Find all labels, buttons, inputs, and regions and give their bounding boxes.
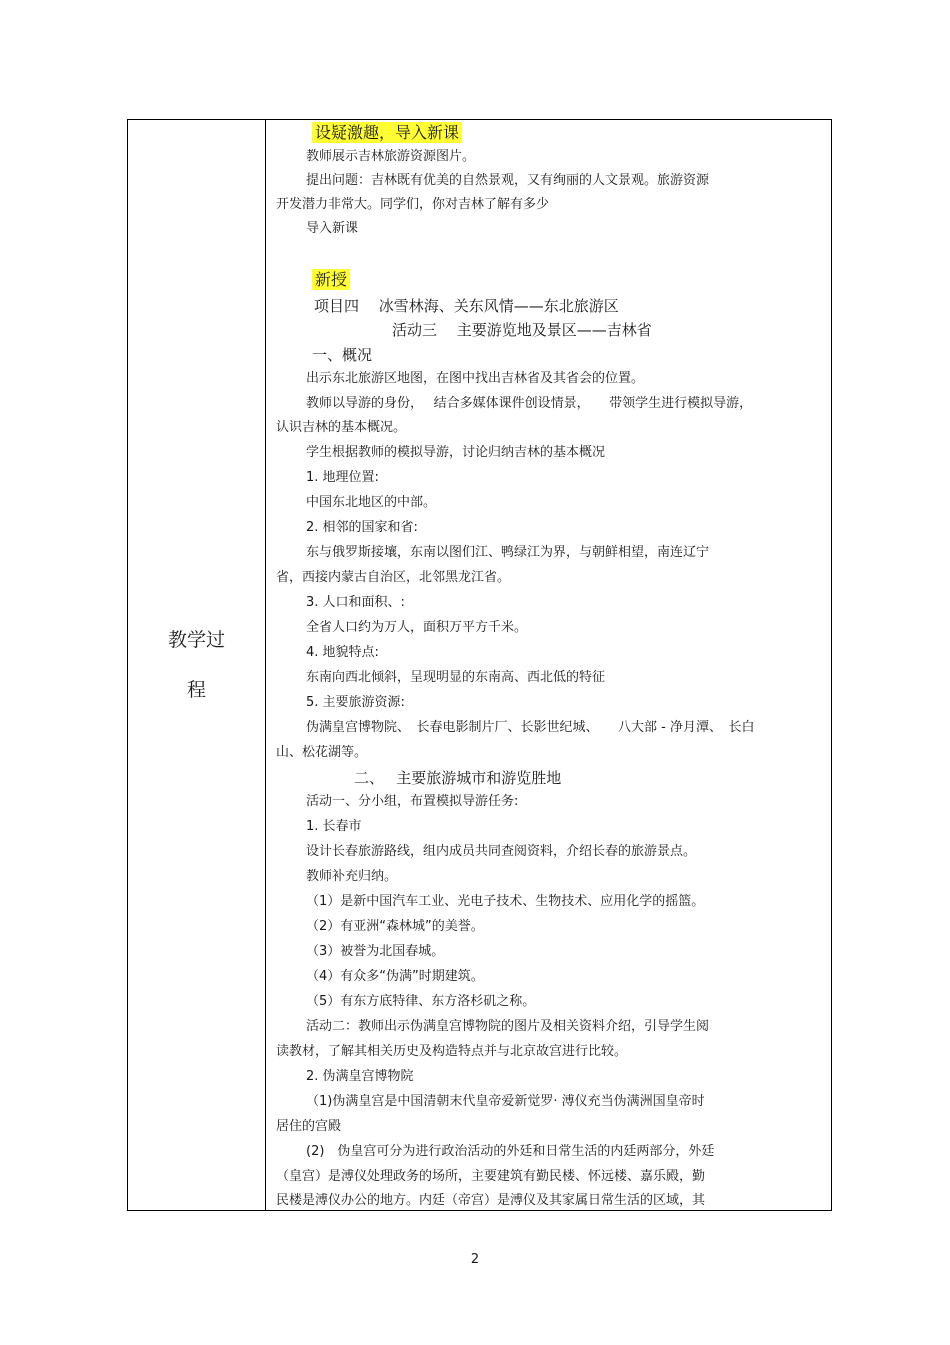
text-line: 教师以导游的身份， 结合多媒体课件创设情景， 带领学生进行模拟导游， [306,396,753,411]
text-line: 开发潜力非常大。同学们，你对吉林了解有多少 [276,197,550,212]
text-line: 1. 地理位置: [306,470,379,485]
text-line: 教师展示吉林旅游资源图片。 [306,149,476,164]
page-number: 2 [470,1252,480,1267]
text-line: 2. 伪满皇宫博物院 [306,1069,414,1084]
text-line: 3. 人口和面积、: [306,595,405,610]
project-title: 项目四 冰雪林海、关东风情——东北旅游区 [314,297,619,315]
lesson-content [266,120,831,1210]
text-line: 提出问题：吉林既有优美的自然景观，又有绚丽的人文景观。旅游资源 [306,173,710,188]
text-line: （5）有东方底特律、东方洛杉矶之称。 [306,994,536,1009]
section-heading-intro: 设疑激趣，导入新课 [312,122,462,143]
row-label-line-2: 程 [186,679,206,701]
text-line: 教师补充归纳。 [306,869,398,884]
text-line: 活动一、分小组，布置模拟导游任务: [306,794,519,809]
subheading: 一、概况 [312,346,373,364]
text-line: 认识吉林的基本概况。 [276,420,407,435]
activity-title: 活动三 主要游览地及景区——吉林省 [392,321,652,339]
text-line: 活动二：教师出示伪满皇宫博物院的图片及相关资料介绍，引导学生阅 [306,1019,710,1034]
text-line: 设计长春旅游路线，组内成员共同查阅资料，介绍长春的旅游景点。 [306,844,697,859]
section-heading-new: 新授 [312,269,350,290]
text-line: 1. 长春市 [306,819,362,834]
lesson-table [127,119,832,1211]
text-line: 学生根据教师的模拟导游，讨论归纳吉林的基本概况 [306,445,606,460]
text-line: （皇宫）是溥仪处理政务的场所，主要建筑有勤民楼、怀远楼、嘉乐殿，勤 [276,1169,706,1184]
text-line: 东南向西北倾斜，呈现明显的东南高、西北低的特征 [306,670,606,685]
text-line: (2) 伪皇宫可分为进行政治活动的外廷和日常生活的内廷两部分，外廷 [306,1144,715,1159]
text-line: 东与俄罗斯接壤，东南以图们江、鸭绿江为界，与朝鲜相望，南连辽宁 [306,545,710,560]
text-line: 伪满皇宫博物院、 长春电影制片厂、长影世纪城、 八大部 - 净月潭、 长白 [306,720,755,735]
text-line: 2. 相邻的国家和省: [306,520,418,535]
text-line: 民楼是溥仪办公的地方。内廷（帝宫）是溥仪及其家属日常生活的区域，其 [276,1193,706,1208]
text-line: 省，西接内蒙古自治区，北邻黑龙江省。 [276,570,511,585]
text-line: 读教材，了解其相关历史及构造特点并与北京故宫进行比较。 [276,1044,628,1059]
text-line: 4. 地貌特点: [306,645,379,660]
text-line: （1）是新中国汽车工业、光电子技术、生物技术、应用化学的摇篮。 [306,894,705,909]
text-line: 山、松花湖等。 [276,745,368,760]
text-line: 5. 主要旅游资源: [306,695,405,710]
subheading: 二、 主要旅游城市和游览胜地 [354,769,562,787]
text-line: （3）被誉为北国春城。 [306,944,445,959]
text-line: （1)伪满皇宫是中国清朝末代皇帝爱新觉罗· 溥仪充当伪满洲国皇帝时 [306,1094,705,1109]
text-line: 居住的宫殿 [276,1119,342,1134]
row-label [128,615,265,715]
text-line: 导入新课 [306,221,359,236]
text-line: 中国东北地区的中部。 [306,495,437,510]
row-label-line-1: 教学过 [167,629,225,651]
text-line: 出示东北旅游区地图，在图中找出吉林省及其省会的位置。 [306,371,645,386]
text-line: （2）有亚洲“森林城”的美誉。 [306,919,484,934]
text-line: （4）有众多“伪满”时期建筑。 [306,969,484,984]
text-line: 全省人口约为万人，面积万平方千米。 [306,620,528,635]
